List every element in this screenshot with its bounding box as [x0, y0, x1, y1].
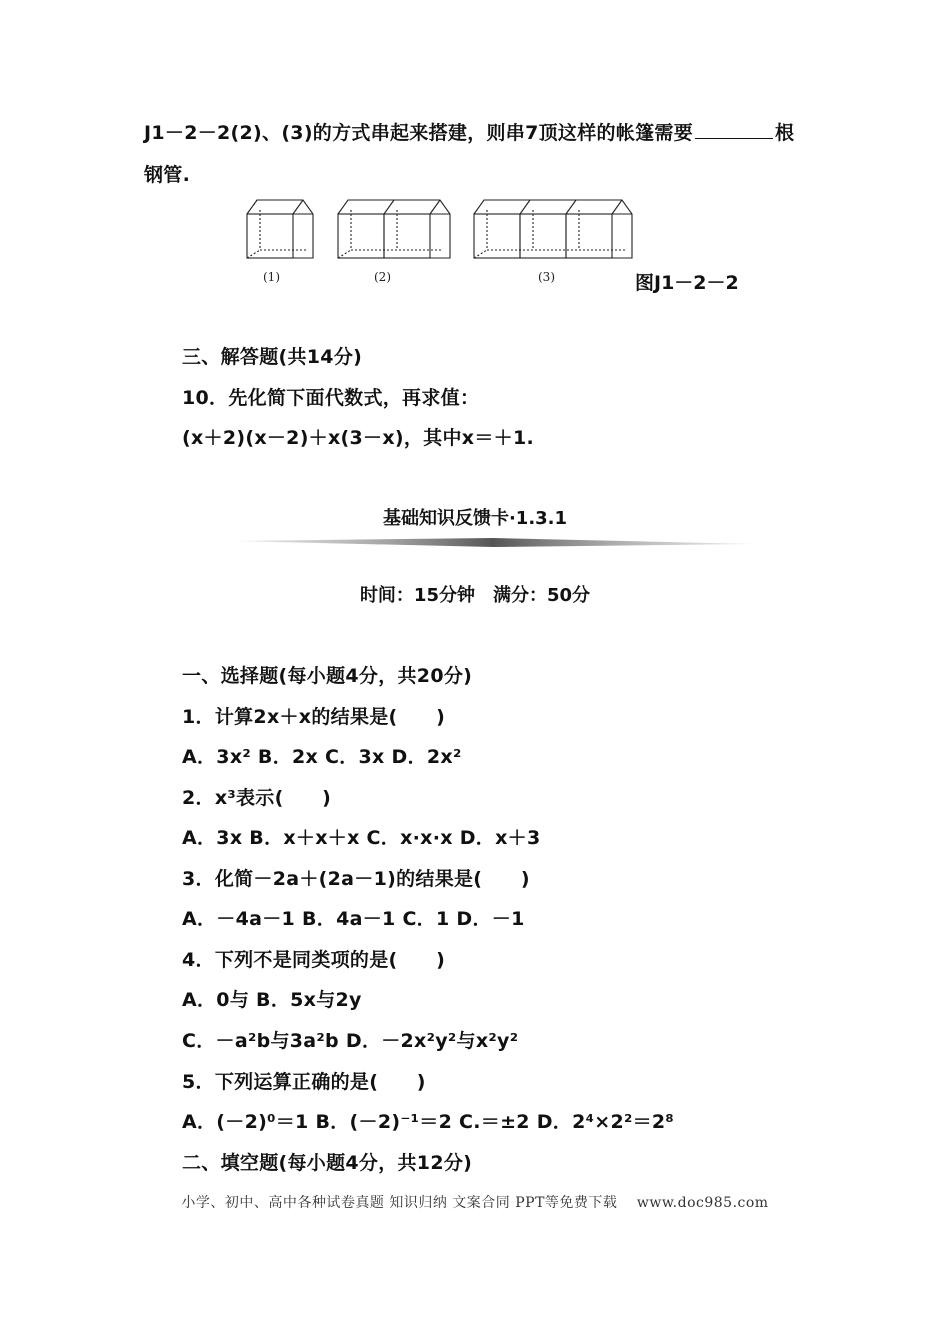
question-4-options-cd: C．－a²b与3a²b D．－2x²y²与x²y²: [182, 1030, 519, 1052]
question-5: 5．下列运算正确的是( ): [182, 1071, 426, 1093]
figure-label-2: (2): [374, 270, 391, 284]
figure-label-3: (3): [538, 270, 555, 284]
tent-3-drawing: [474, 200, 632, 258]
problem9-line2: 钢管.: [144, 164, 191, 186]
problem9-text-end: 根: [775, 122, 795, 144]
question-1-options: A．3x² B．2x C．3x D．2x²: [182, 746, 462, 768]
section3-heading: 三、解答题(共14分): [182, 346, 363, 368]
problem9-line1: [144, 118, 794, 145]
tent-figure: [240, 190, 640, 268]
question-10-expression: (x＋2)(x－2)＋x(3－x)，其中x＝＋1.: [182, 427, 534, 449]
question-1: 1．计算2x＋x的结果是( ): [182, 706, 446, 728]
figure-title: 图J1－2－2: [635, 272, 739, 294]
section2-heading: 二、填空题(每小题4分，共12分): [182, 1152, 473, 1174]
question-3: 3．化简－2a＋(2a－1)的结果是( ): [182, 868, 530, 890]
time-score-line: 时间：15分钟 满分：50分: [359, 585, 591, 606]
figure-label-1: (1): [263, 270, 280, 284]
question-5-options: A．(－2)⁰＝1 B．(－2)⁻¹＝2 C.＝±2 D．2⁴×2²＝2⁸: [182, 1111, 675, 1133]
tent-1-drawing: [247, 200, 313, 258]
question-2: 2．x³表示( ): [182, 787, 332, 809]
tent-2-drawing: [338, 200, 450, 258]
question-2-options: A．3x B．x＋x＋x C．x·x·x D．x＋3: [182, 827, 541, 849]
section1-heading: 一、选择题(每小题4分，共20分): [182, 665, 473, 687]
answer-blank[interactable]: [695, 120, 773, 139]
question-10: 10．先化简下面代数式，再求值：: [182, 387, 480, 409]
question-4-options-ab: A．0与 B．5x与2y: [182, 989, 362, 1011]
card-title: 基础知识反馈卡·1.3.1: [382, 508, 568, 529]
question-3-options: A．－4a－1 B．4a－1 C．1 D．－1: [182, 908, 525, 930]
question-4: 4．下列不是同类项的是( ): [182, 949, 446, 971]
footer-link[interactable]: 小学、初中、高中各种试卷真题 知识归纳 文案合同 PPT等免费下载 www.doc985.com: [181, 1195, 769, 1211]
problem9-text: J1－2－2(2)、(3)的方式串起来搭建，则串7顶这样的帐篷需要: [144, 122, 694, 144]
title-divider: [232, 538, 754, 548]
